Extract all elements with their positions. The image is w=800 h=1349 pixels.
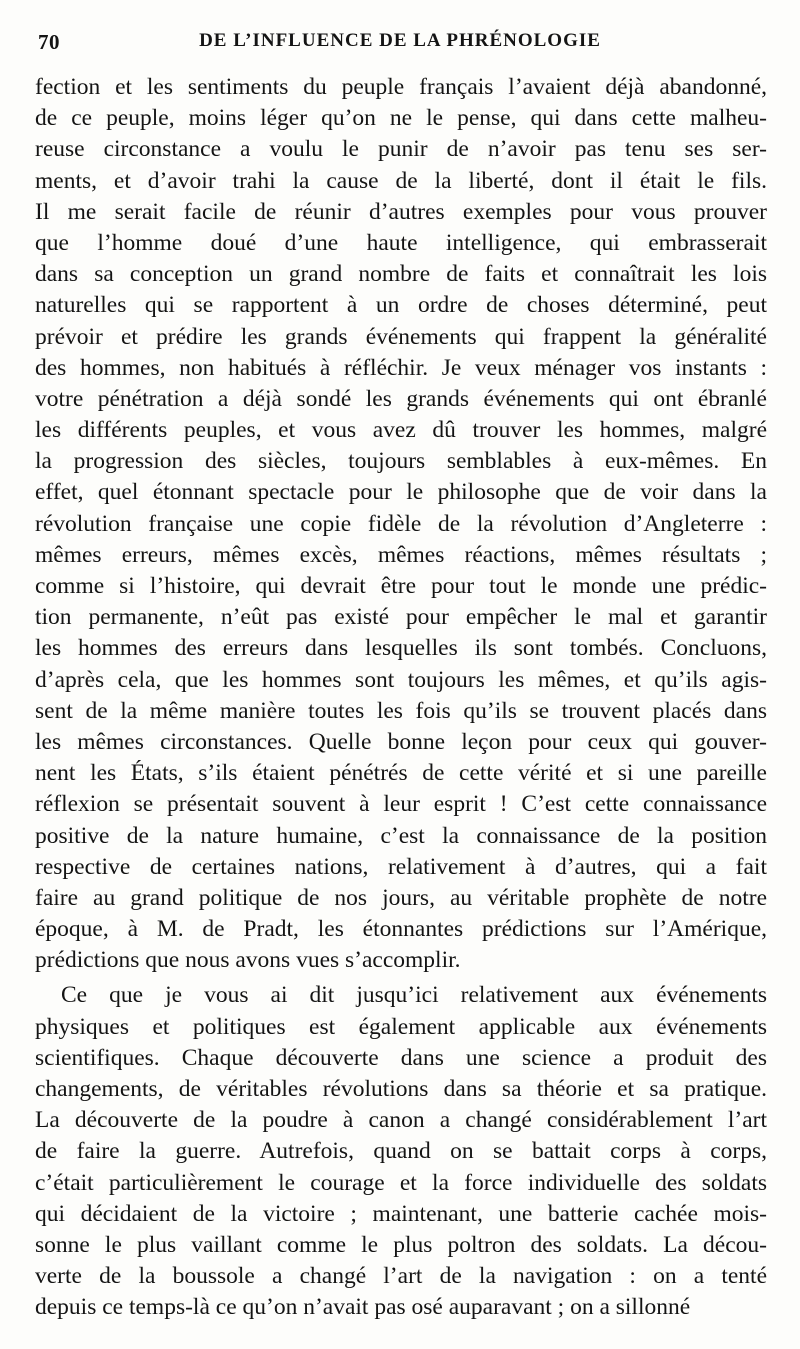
- text-line: Ce que je vous ai dit jusqu’ici relativement aux événements: [61, 982, 767, 1009]
- text-line: tion permanente, n’eût pas existé pour empêcher le mal et garantir: [35, 604, 767, 631]
- text-line: c’était particulièrement le courage et la force individuelle des soldats: [35, 1169, 767, 1196]
- text-line: les hommes des erreurs dans lesquelles ils sont tombés. Concluons,: [35, 635, 767, 662]
- text-line: La découverte de la poudre à canon a changé considérablement l’art: [35, 1107, 767, 1134]
- text-line: la progression des siècles, toujours semblables à eux-mêmes. En: [35, 448, 767, 475]
- text-line: prévoir et prédire les grands événements qui frappent la généralité: [35, 323, 767, 350]
- text-line: changements, de véritables révolutions dans sa théorie et sa pratique.: [35, 1076, 767, 1102]
- text-line: comme si l’histoire, qui devrait être pour tout le monde une prédic-: [35, 573, 767, 599]
- text-line: naturelles qui se rapportent à un ordre de choses déterminé, peut: [35, 292, 767, 319]
- text-line: Il me serait facile de réunir d’autres exemples pour vous prouver: [35, 198, 767, 225]
- text-line: mêmes erreurs, mêmes excès, mêmes réactions, mêmes résultats ;: [35, 541, 767, 568]
- text-line: faire au grand politique de nos jours, au véritable prophète de notre: [35, 884, 767, 911]
- paragraph-container: [35, 72, 767, 1324]
- page-number: 70: [38, 30, 60, 54]
- text-line: positive de la nature humaine, c’est la connaissance de la position: [35, 822, 767, 849]
- text-line: de faire la guerre. Autrefois, quand on se battait corps à corps,: [35, 1138, 767, 1165]
- text-line: les mêmes circonstances. Quelle bonne leçon pour ceux qui gouver-: [35, 728, 767, 755]
- text-line: époque, à M. de Pradt, les étonnantes prédictions sur l’Amérique,: [35, 916, 767, 943]
- text-line: respective de certaines nations, relativement à d’autres, qui a fait: [35, 853, 767, 880]
- text-line: scientifiques. Chaque découverte dans une science a produit des: [35, 1044, 767, 1071]
- text-line: révolution française une copie fidèle de la révolution d’Angleterre :: [35, 510, 767, 537]
- text-line: reuse circonstance a voulu le punir de n’avoir pas tenu ses ser-: [35, 136, 767, 163]
- text-line: nent les États, s’ils étaient pénétrés de cette vérité et si une pareille: [35, 760, 767, 787]
- text-line: dans sa conception un grand nombre de faits et connaîtrait les lois: [35, 261, 767, 288]
- text-line: effet, quel étonnant spectacle pour le philosophe que de voir dans la: [35, 479, 767, 506]
- running-title: DE L’INFLUENCE DE LA PHRÉNOLOGIE: [199, 30, 601, 51]
- running-header: [38, 30, 762, 60]
- text-line: réflexion se présentait souvent à leur esprit ! C’est cette connaissance: [35, 791, 767, 818]
- text-line: d’après cela, que les hommes sont toujours les mêmes, et qu’ils agis-: [35, 666, 767, 693]
- text-line: les différents peuples, et vous avez dû trouver les hommes, malgré: [35, 417, 767, 444]
- body-text: [35, 72, 767, 1324]
- text-line: ments, et d’avoir trahi la cause de la liberté, dont il était le fils.: [35, 167, 767, 194]
- paragraph: [35, 980, 767, 1323]
- text-line: physiques et politiques est également applicable aux événements: [35, 1013, 767, 1040]
- text-line: de ce peuple, moins léger qu’on ne le pense, qui dans cette malheu-: [35, 105, 767, 132]
- text-line: verte de la boussole a changé l’art de la navigation : on a tenté: [35, 1263, 767, 1290]
- text-line: votre pénétration a déjà sondé les grands événements qui ont ébranlé: [35, 385, 767, 412]
- text-line: prédictions que nous avons vues s’accomplir.: [35, 947, 461, 974]
- paragraph: [35, 72, 767, 976]
- text-line: sonne le plus vaillant comme le plus poltron des soldats. La décou-: [35, 1231, 767, 1258]
- text-line: des hommes, non habitués à réfléchir. Je veux ménager vos instants :: [35, 354, 767, 381]
- text-line: sent de la même manière toutes les fois qu’ils se trouvent placés dans: [35, 697, 767, 724]
- text-line: fection et les sentiments du peuple français l’avaient déjà abandonné,: [35, 74, 767, 100]
- text-line: que l’homme doué d’une haute intelligence, qui embrasserait: [35, 229, 767, 256]
- text-line: qui décidaient de la victoire ; maintenant, une batterie cachée mois-: [35, 1200, 767, 1227]
- text-line: depuis ce temps-là ce qu’on n’avait pas osé auparavant ; on a sillonné: [35, 1294, 691, 1321]
